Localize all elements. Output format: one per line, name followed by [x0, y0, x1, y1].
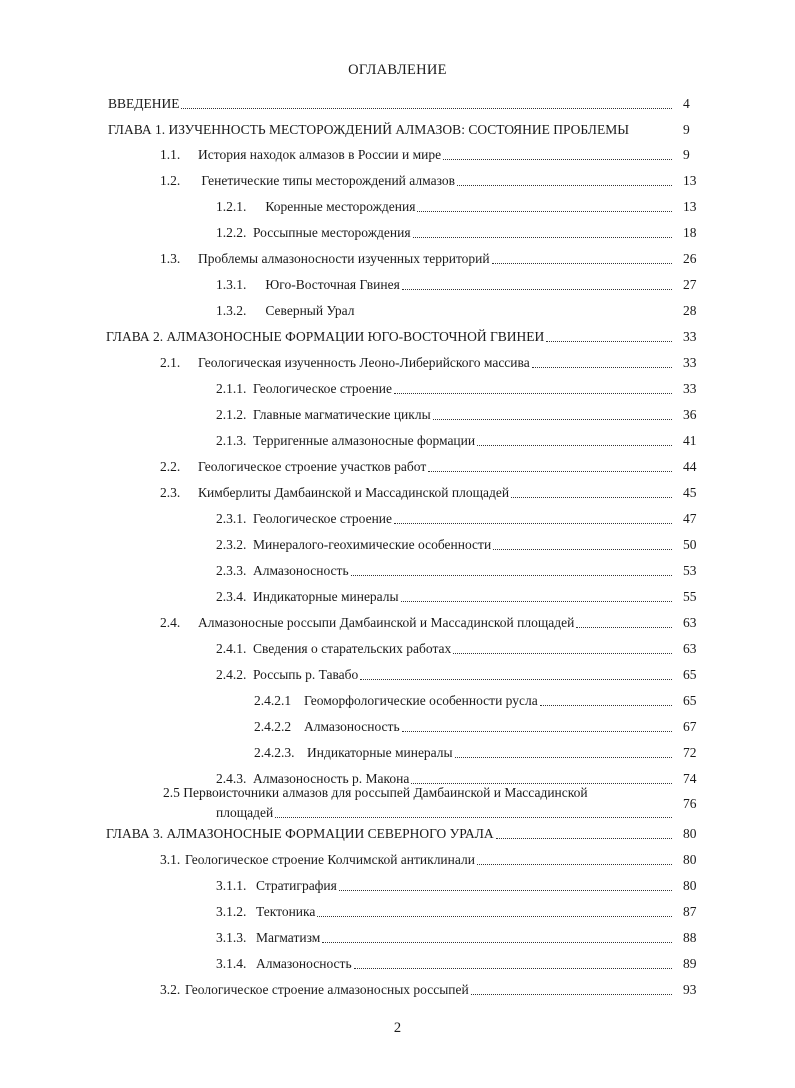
toc-entry-page: 53 [683, 563, 697, 578]
toc-entry-page: 33 [683, 329, 697, 344]
toc-entry-continuation[interactable] [216, 801, 675, 821]
toc-entry-page: 9 [683, 147, 690, 162]
toc-entry-title: Алмазоносные россыпи Дамбаинской и Массадинской площадей [198, 615, 575, 630]
toc-entry[interactable] [160, 848, 675, 868]
toc-entry-title: Индикаторные минералы [253, 589, 399, 604]
toc-entry[interactable] [160, 455, 675, 475]
toc-entry-title: Алмазоносность р. Макона [253, 771, 410, 786]
toc-entry-title: Юго-Восточная Гвинея [262, 277, 400, 292]
toc-entry-page: 67 [683, 719, 697, 734]
toc-entry-title: Индикаторные минералы [307, 745, 453, 760]
dot-leader [402, 286, 672, 290]
toc-entry-page: 76 [683, 796, 697, 811]
dot-leader [453, 650, 672, 654]
toc-entry[interactable] [216, 585, 675, 605]
toc-entry-number: 2.1.3. [216, 433, 247, 448]
toc-entry-title: Магматизм [256, 930, 321, 945]
dot-leader [411, 780, 672, 784]
toc-entry-number: 2.3.4. [216, 589, 247, 604]
dot-leader [492, 260, 672, 264]
toc-entry[interactable] [216, 874, 675, 894]
toc-entry-number: 2.5 [163, 785, 180, 800]
toc-entry[interactable] [160, 143, 675, 163]
toc-entry[interactable] [216, 767, 675, 787]
toc-entry[interactable] [216, 637, 675, 657]
toc-entry-number: 2.4.2.3. [254, 745, 295, 760]
toc-entry[interactable] [216, 952, 675, 972]
toc-entry[interactable] [216, 900, 675, 920]
dot-leader [354, 965, 672, 969]
dot-leader [457, 182, 672, 186]
toc-entry-number: 1.3.1. [216, 277, 247, 292]
toc-entry-number: 2.1.1. [216, 381, 247, 396]
toc-entry-title: Геологическое строение участков работ [198, 459, 427, 474]
page-number: 2 [393, 1020, 402, 1036]
toc-entry-page: 88 [683, 930, 697, 945]
toc-entry-title: Кимберлиты Дамбаинской и Массадинской площадей [198, 485, 510, 500]
toc-entry[interactable] [160, 351, 675, 371]
dot-leader [477, 861, 672, 865]
toc-entry-number: 1.3.2. [216, 303, 247, 318]
toc-entry-title: ГЛАВА 1. ИЗУЧЕННОСТЬ МЕСТОРОЖДЕНИЙ АЛМАЗОВ: СОСТОЯНИЕ ПРОБЛЕМЫ [108, 122, 629, 137]
toc-entry-number: 1.2.2. [216, 225, 247, 240]
toc-entry[interactable] [106, 325, 675, 345]
toc-entry-title: Геологическое строение Колчимской антиклинали [185, 852, 475, 867]
toc-entry-number: 2.4.2.1 [254, 693, 292, 708]
toc-entry-title: Россыпь р. Тавабо [253, 667, 359, 682]
toc-entry[interactable] [216, 403, 675, 423]
dot-leader [317, 913, 672, 917]
dot-leader [394, 520, 672, 524]
toc-entry[interactable] [160, 169, 675, 189]
toc-entry[interactable] [160, 611, 675, 631]
dot-leader [322, 939, 672, 943]
dot-leader [433, 416, 672, 420]
toc-entry-number: 2.2. [160, 459, 181, 474]
toc-entry-page: 41 [683, 433, 697, 448]
dot-leader [493, 546, 672, 550]
toc-entry-number: 3.1. [160, 852, 181, 867]
toc-entry-page: 80 [683, 878, 697, 893]
dot-leader [275, 814, 672, 818]
dot-leader [417, 208, 672, 212]
toc-entry-number: 1.2. [160, 173, 181, 188]
toc-entry-page: 50 [683, 537, 697, 552]
toc-entry[interactable] [160, 481, 675, 501]
toc-entry-page: 9 [683, 122, 690, 137]
toc-entry-page: 93 [683, 982, 697, 997]
toc-entry[interactable] [216, 533, 675, 553]
toc-entry-title: Геологическое строение алмазоносных россыпей [185, 982, 469, 997]
dot-leader [576, 624, 672, 628]
toc-entry-page: 45 [683, 485, 697, 500]
dot-leader [540, 702, 672, 706]
toc-entry-page: 4 [683, 96, 690, 111]
dot-leader [546, 338, 672, 342]
toc-entry-page: 47 [683, 511, 697, 526]
dot-leader [455, 754, 672, 758]
dot-leader [360, 676, 672, 680]
toc-entry-title-line2: площадей [216, 805, 274, 820]
toc-entry-number: 2.3. [160, 485, 181, 500]
dot-leader [402, 728, 672, 732]
toc-entry-page: 33 [683, 381, 697, 396]
toc-entry-number: 3.1.2. [216, 904, 247, 919]
toc-entry-page: 80 [683, 852, 697, 867]
dot-leader [443, 156, 672, 160]
dot-leader [181, 105, 672, 109]
toc-entry-title: Россыпные месторождения [253, 225, 411, 240]
toc-entry-page: 26 [683, 251, 697, 266]
toc-entry[interactable] [108, 118, 675, 138]
toc-entry-page: 18 [683, 225, 697, 240]
toc-entry-page: 87 [683, 904, 697, 919]
toc-entry-page: 74 [683, 771, 697, 786]
toc-entry-number: 3.1.1. [216, 878, 247, 893]
toc-entry-page: 28 [683, 303, 697, 318]
toc-entry-page: 13 [683, 199, 697, 214]
toc-entry-page: 72 [683, 745, 697, 760]
toc-entry-number: 2.4.2. [216, 667, 247, 682]
dot-leader [351, 572, 672, 576]
toc-entry[interactable] [216, 377, 675, 397]
toc-entry-title: ВВЕДЕНИЕ [108, 96, 180, 111]
toc-entry-title: История находок алмазов в России и мире [198, 147, 442, 162]
toc-entry-number: 2.4.1. [216, 641, 247, 656]
toc-entry-title: Алмазоносность [304, 719, 400, 734]
toc-entry-number: 1.3. [160, 251, 181, 266]
toc-entry[interactable] [216, 926, 675, 946]
toc-entry-title: Геоморфологические особенности русла [304, 693, 538, 708]
dot-leader [413, 234, 672, 238]
toc-entry-number: 3.2. [160, 982, 181, 997]
toc-entry-title: Алмазоносность [253, 563, 349, 578]
toc-entry-page: 65 [683, 693, 697, 708]
toc-entry-title: Первоисточники алмазов для россыпей Дамбаинской и Массадинской [183, 785, 588, 800]
toc-entry-number: 2.4.3. [216, 771, 247, 786]
toc-entry[interactable] [160, 247, 675, 267]
toc-entry-title: Алмазоносность [256, 956, 352, 971]
toc-entry-number: 2.3.2. [216, 537, 247, 552]
toc-entry[interactable] [108, 92, 675, 112]
dot-leader [496, 835, 672, 839]
toc-entry-page: 89 [683, 956, 697, 971]
toc-entry[interactable] [216, 559, 675, 579]
toc-entry-title: Тектоника [256, 904, 316, 919]
dot-leader [394, 390, 672, 394]
toc-entry-page: 63 [683, 641, 697, 656]
toc-entry[interactable] [254, 741, 675, 761]
toc-entry-page: 33 [683, 355, 697, 370]
toc-entry[interactable] [254, 689, 675, 709]
toc-entry-title: Стратиграфия [256, 878, 337, 893]
toc-entry-page: 36 [683, 407, 697, 422]
toc-entry[interactable] [216, 299, 675, 319]
toc-entry-number: 1.1. [160, 147, 181, 162]
toc-entry[interactable] [160, 978, 675, 998]
toc-entry[interactable] [216, 429, 675, 449]
dot-leader [532, 364, 672, 368]
toc-entry-number: 2.1.2. [216, 407, 247, 422]
toc-entry-page: 63 [683, 615, 697, 630]
toc-entry-number: 2.4. [160, 615, 181, 630]
dot-leader [401, 598, 672, 602]
dot-leader [511, 494, 672, 498]
toc-entry[interactable] [216, 221, 675, 241]
toc-entry-title: ГЛАВА 2. АЛМАЗОНОСНЫЕ ФОРМАЦИИ ЮГО-ВОСТОЧНОЙ ГВИНЕИ [106, 329, 545, 344]
toc-entry-title: Главные магматические циклы [253, 407, 431, 422]
toc-entry[interactable] [216, 507, 675, 527]
toc-entry[interactable] [216, 663, 675, 683]
toc-entry-title: Генетические типы месторождений алмазов [198, 173, 455, 188]
dot-leader [339, 887, 672, 891]
toc-entry-number: 3.1.4. [216, 956, 247, 971]
toc-entry-title: Минералого-геохимические особенности [253, 537, 492, 552]
toc-entry-title: Проблемы алмазоносности изученных территорий [198, 251, 490, 266]
toc-entry-title: Северный Урал [262, 303, 355, 318]
toc-entry-page: 65 [683, 667, 697, 682]
toc-entry-page: 80 [683, 826, 697, 841]
toc-entry-number: 2.1. [160, 355, 181, 370]
toc-entry[interactable] [106, 822, 675, 842]
toc-entry-title: Геологическое строение [253, 381, 393, 396]
toc-entry-number: 2.3.1. [216, 511, 247, 526]
dot-leader [428, 468, 672, 472]
toc-entry[interactable] [163, 785, 588, 801]
toc-entry-page: 13 [683, 173, 697, 188]
page-title: ОГЛАВЛЕНИЕ [348, 62, 447, 78]
toc-entry-title: Геологическая изученность Леоно-Либерийского массива [198, 355, 530, 370]
toc-entry-page: 55 [683, 589, 697, 604]
toc-entry-page: 27 [683, 277, 697, 292]
toc-entry-number: 2.3.3. [216, 563, 247, 578]
toc-entry-title: ГЛАВА 3. АЛМАЗОНОСНЫЕ ФОРМАЦИИ СЕВЕРНОГО УРАЛА [106, 826, 494, 841]
toc-entry[interactable] [216, 273, 675, 293]
toc-entry-title: Сведения о старательских работах [253, 641, 452, 656]
toc-entry-number: 3.1.3. [216, 930, 247, 945]
toc-entry[interactable] [254, 715, 675, 735]
toc-entry-number: 2.4.2.2 [254, 719, 292, 734]
toc-entry[interactable] [216, 195, 675, 215]
toc-entry-title: Терригенные алмазоносные формации [253, 433, 476, 448]
toc-entry-number: 1.2.1. [216, 199, 247, 214]
toc-entry-page: 44 [683, 459, 697, 474]
dot-leader [471, 991, 672, 995]
toc-entry-title: Коренные месторождения [262, 199, 416, 214]
toc-entry-title: Геологическое строение [253, 511, 393, 526]
dot-leader [477, 442, 672, 446]
